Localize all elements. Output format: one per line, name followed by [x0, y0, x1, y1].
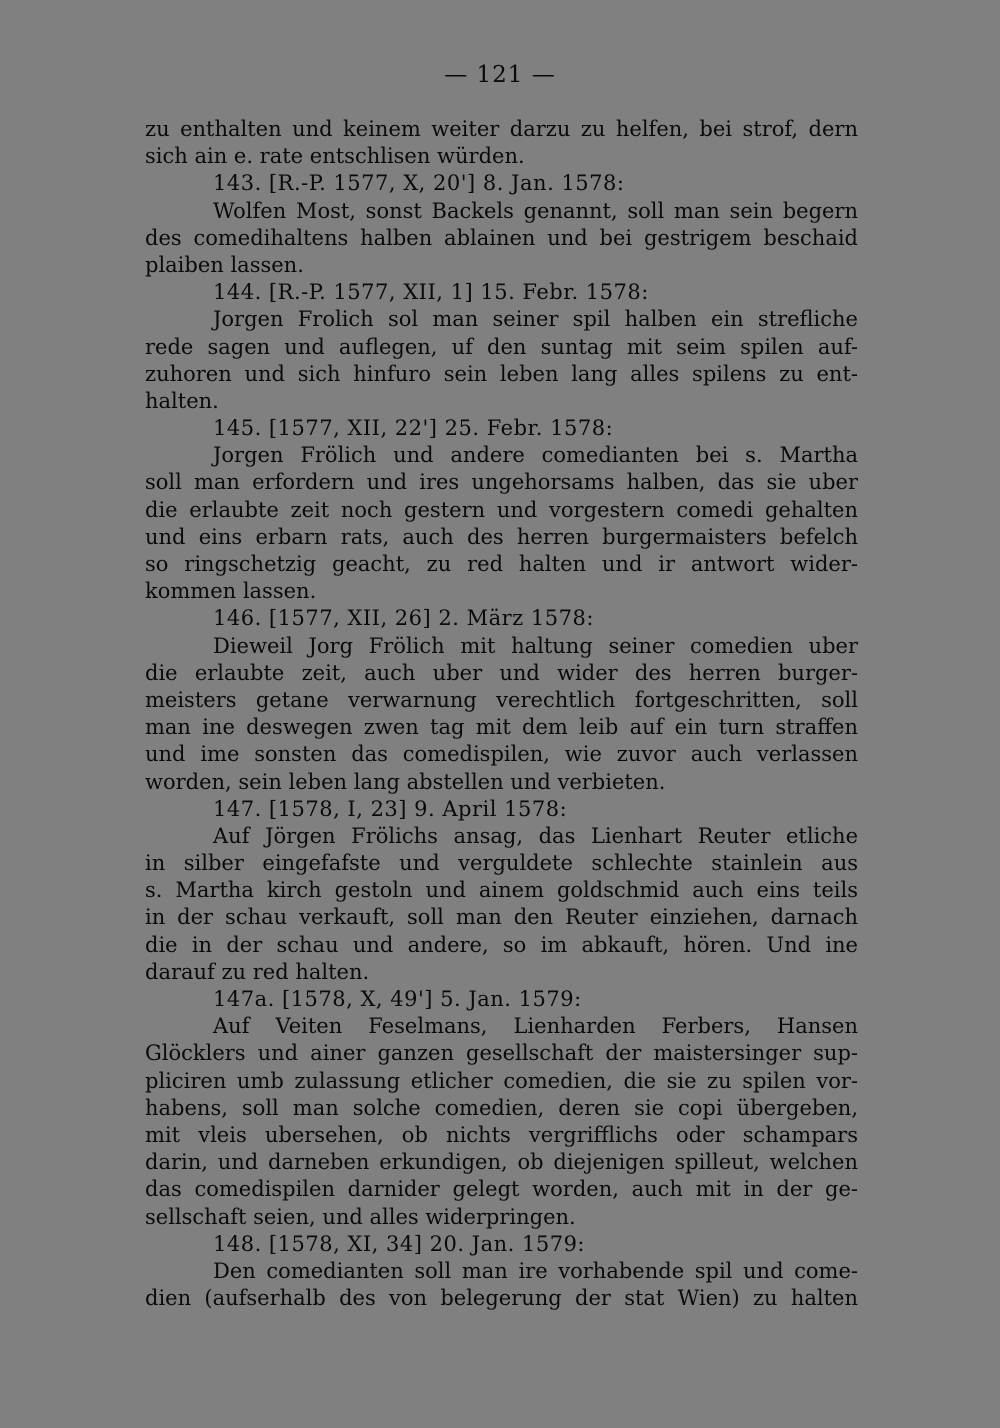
text-line: man ine deswegen zwen tag mit dem leib auf ein turn straffen [145, 715, 858, 740]
text-line: Glöcklers und ainer ganzen gesellschaft der maistersinger sup- [145, 1041, 858, 1066]
text-line: Auf Veiten Feselmans, Lienharden Ferbers, Hansen [213, 1014, 858, 1039]
entry-heading: 145. [1577, XII, 22'] 25. Febr. 1578: [213, 416, 614, 441]
text-line: Jorgen Frölich und andere comedianten bei s. Martha [213, 443, 858, 468]
text-line: worden, sein leben lang abstellen und verbieten. [145, 769, 666, 794]
text-line: des comedihaltens halben ablainen und bei gestrigem beschaid [145, 225, 858, 250]
text-line: Den comedianten soll man ire vorhabende spil und come- [213, 1258, 858, 1283]
text-line: die in der schau und andere, so im abkauft, hören. Und ine [145, 932, 858, 957]
text-line: und eins erbarn rats, auch des herren burgermaisters befelch [145, 524, 858, 549]
text-line: habens, soll man solche comedien, deren sie copi übergeben, [145, 1095, 858, 1120]
entry-heading: 146. [1577, XII, 26] 2. März 1578: [213, 606, 594, 631]
entry-heading: 144. [R.-P. 1577, XII, 1] 15. Febr. 1578: [213, 280, 649, 305]
text-line: die erlaubte zeit, auch uber und wider des herren burger- [145, 660, 858, 685]
entry-heading: 147. [1578, I, 23] 9. April 1578: [213, 796, 568, 821]
text-line: dien (aufserhalb des von belegerung der stat Wien) zu halten [145, 1286, 858, 1311]
text-line: mit vleis ubersehen, ob nichts vergrifflichs oder schampars [145, 1122, 858, 1147]
text-line: s. Martha kirch gestoln und ainem goldschmid auch eins teils [145, 878, 858, 903]
page-number: — 121 — [444, 62, 556, 88]
text-line: zuhoren und sich hinfuro sein leben lang alles spilens zu ent- [145, 361, 858, 386]
text-line: Auf Jörgen Frölichs ansag, das Lienhart Reuter etliche [213, 823, 858, 848]
entry-heading: 148. [1578, XI, 34] 20. Jan. 1579: [213, 1231, 586, 1256]
text-line: sich ain e. rate entschlisen würden. [145, 144, 525, 169]
text-line: in silber eingefafste und verguldete schlechte stainlein aus [145, 851, 858, 876]
text-line: darin, und darneben erkundigen, ob diejenigen spilleut, welchen [145, 1150, 858, 1175]
text-line: Dieweil Jorg Frölich mit haltung seiner comedien uber [213, 633, 858, 658]
text-line: Wolfen Most, sonst Backels genannt, soll man sein begern [213, 198, 858, 223]
text-line: kommen lassen. [145, 579, 317, 604]
text-line: die erlaubte zeit noch gestern und vorgestern comedi gehalten [145, 497, 858, 522]
text-line: soll man erfordern und ires ungehorsams halben, das sie uber [145, 470, 858, 495]
text-line: zu enthalten und keinem weiter darzu zu helfen, bei strof, dern [145, 117, 858, 141]
text-line: pliciren umb zulassung etlicher comedien, die sie zu spilen vor- [145, 1068, 858, 1093]
text-line: darauf zu red halten. [145, 959, 370, 984]
text-line: halten. [145, 388, 219, 413]
text-line: plaiben lassen. [145, 252, 304, 277]
text-line: meisters getane verwarnung verechtlich fortgeschritten, soll [145, 687, 858, 712]
entry-heading: 143. [R.-P. 1577, X, 20'] 8. Jan. 1578: [213, 171, 625, 196]
text-line: rede sagen und auflegen, uf den suntag mit seim spilen auf- [145, 334, 858, 359]
text-line: das comedispilen darnider gelegt worden, auch mit in der ge- [145, 1177, 858, 1202]
text-line: und ime sonsten das comedispilen, wie zuvor auch verlassen [145, 742, 858, 767]
text-line: Jorgen Frolich sol man seiner spil halben ein strefliche [213, 307, 858, 332]
text-line: sellschaft seien, und alles widerpringen. [145, 1204, 576, 1229]
text-line: in der schau verkauft, soll man den Reuter einziehen, darnach [145, 905, 858, 930]
text-line: so ringschetzig geacht, zu red halten und ir antwort wider- [145, 552, 858, 576]
entry-heading: 147a. [1578, X, 49'] 5. Jan. 1579: [213, 987, 582, 1011]
body-text [145, 116, 858, 1312]
